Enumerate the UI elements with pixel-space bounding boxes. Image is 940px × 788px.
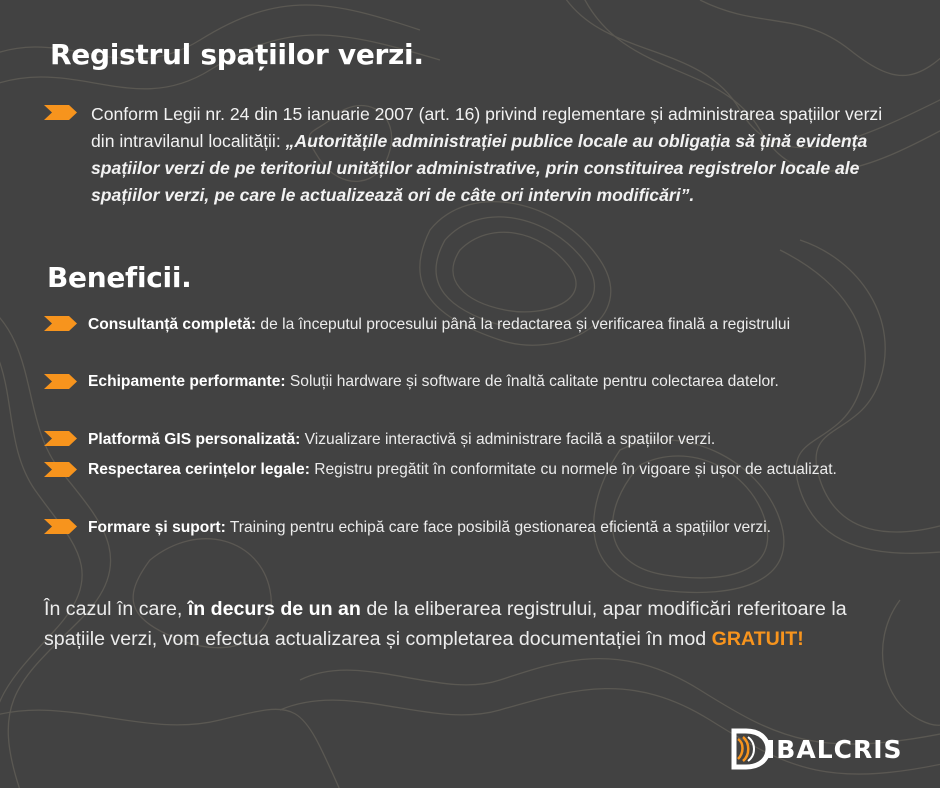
chevron-right-icon xyxy=(44,431,77,446)
chevron-right-icon xyxy=(44,316,77,331)
law-text: Conform Legii nr. 24 din 15 ianuarie 2007 (art. 16) privind reglementare și administrarea spațiilor verzi din intravilanul localității: xyxy=(91,104,883,151)
chevron-right-icon xyxy=(44,519,77,534)
brand-logo xyxy=(730,727,903,771)
benefit-item xyxy=(88,427,878,452)
chevron-right-icon xyxy=(44,374,77,389)
brand-name: IBALCRIS xyxy=(766,734,903,764)
free-highlight: GRATUIT! xyxy=(711,628,804,650)
benefit-label: Platformă GIS personalizată: xyxy=(88,431,301,448)
benefit-text: de la începutul procesului până la redactarea și verificarea finală a registrului xyxy=(256,316,791,333)
law-citation xyxy=(91,101,891,209)
benefit-text: Registru pregătit în conformitate cu normele în vigoare și ușor de actualizat. xyxy=(309,461,837,478)
closing-text-before: În cazul în care, xyxy=(44,598,188,620)
benefit-label: Consultanță completă: xyxy=(88,316,257,333)
benefit-label: Formare și suport: xyxy=(88,519,226,536)
benefit-text: Vizualizare interactivă și administrare facilă a spațiilor verzi. xyxy=(300,431,716,448)
chevron-right-icon xyxy=(44,462,77,477)
closing-text-after: de la eliberarea registrului, apar modificări referitoare la spațiile verzi, vom efectua actualizarea și completarea documentației în mod xyxy=(44,598,847,650)
benefit-text: Soluții hardware și software de înaltă calitate pentru colectarea datelor. xyxy=(285,373,779,390)
chevron-right-icon xyxy=(44,105,77,120)
benefit-label: Respectarea cerințelor legale: xyxy=(88,461,310,478)
benefit-text: Training pentru echipă care face posibilă gestionarea eficientă a spațiilor verzi. xyxy=(225,519,772,536)
section-title-registry: Registrul spațiilor verzi. xyxy=(50,38,424,71)
closing-statement xyxy=(44,594,904,654)
benefit-item xyxy=(88,457,878,482)
closing-bold: în decurs de un an xyxy=(187,598,361,620)
dibalcris-d-logo-icon xyxy=(730,727,770,771)
law-quote: „Autoritățile administrației publice locale au obligația să țină evidența spațiilor verzi de pe teritoriul unităților administrative, prin constituirea registrelor locale ale spațiilor verzi, pe care le actualizează ori de câte ori intervin modificări”. xyxy=(91,131,868,205)
benefit-item xyxy=(88,369,878,394)
benefit-label: Echipamente performante: xyxy=(88,373,286,390)
benefit-item xyxy=(88,515,878,540)
section-title-benefits: Beneficii. xyxy=(47,261,192,294)
benefit-item xyxy=(88,312,878,337)
